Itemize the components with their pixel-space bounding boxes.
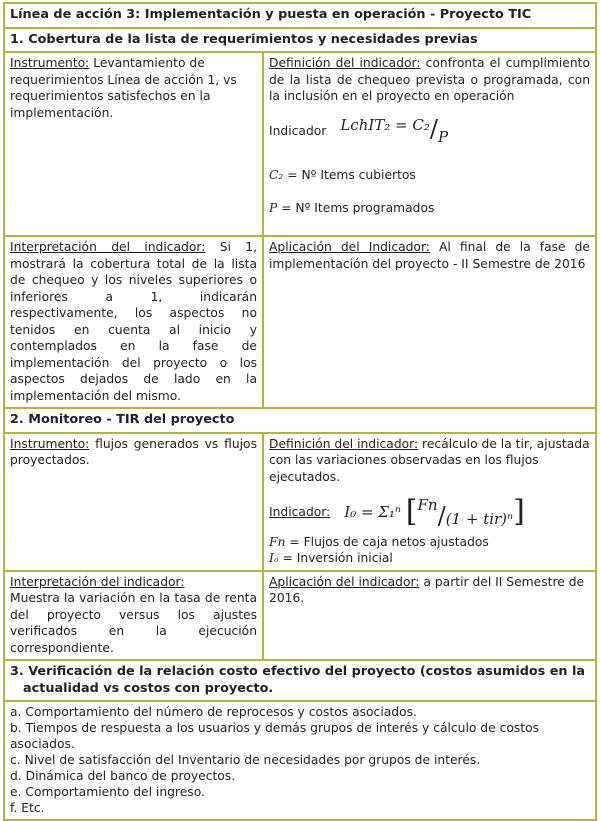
s1-definicion-cell xyxy=(263,52,596,236)
text: Levantamiento de requerimientos Línea de acción 1, vs requerimientos satisfechos en la implementación. xyxy=(10,56,237,120)
s1-instrumento-cell xyxy=(4,52,263,236)
s2-aplicacion-cell xyxy=(263,571,596,661)
s3-list xyxy=(4,701,596,820)
def: = Inversión inicial xyxy=(278,551,393,565)
formula-num: C₂ xyxy=(412,115,430,134)
var: Fn xyxy=(269,534,286,549)
def: = Flujos de caja netos ajustados xyxy=(285,534,489,549)
section-2-heading: 2. Monitoreo - TIR del proyecto xyxy=(4,408,596,433)
s1-formula: Indicador LchIT₂ = C₂ / P xyxy=(269,114,449,146)
list-item: f. Etc. xyxy=(10,801,45,815)
var: P xyxy=(269,200,278,215)
label: Aplicación del indicador: xyxy=(269,574,420,589)
s1-aplicacion-cell xyxy=(263,236,596,408)
table-title: Línea de acción 3: Implementación y puesta en operación - Proyecto TIC xyxy=(4,3,596,28)
indicador-label: Indicador: xyxy=(269,505,331,519)
def: = Nº Items programados xyxy=(277,200,435,215)
s1-interpretacion-cell xyxy=(4,236,263,408)
var: Iₒ xyxy=(269,551,279,565)
list-item: a. Comportamiento del número de reprocesos y costos asociados. xyxy=(10,705,417,719)
section-1-heading: 1. Cobertura de la lista de requerimientos y necesidades previas xyxy=(4,28,596,53)
def: = Nº Items cubiertos xyxy=(283,168,416,182)
s2-interpretacion-cell xyxy=(4,571,263,661)
list-item: c. Nivel de satisfacción del Inventario de necesidades por grupos de interés. xyxy=(10,753,481,767)
text: a partir del II Semestre de 2016. xyxy=(269,574,585,605)
formula-den: P xyxy=(438,127,449,146)
text: Si 1, mostrará la cobertura total de la lista de chequeo y los niveles superiores o inferiores a 1, indicarán respectivamente, los aspectos no tenidos en cuenta al inicio y contemplados en la fase de implementación del proyecto o los aspectos dejados de lado en la implementación del mismo. xyxy=(10,240,257,403)
var: C₂ xyxy=(269,168,284,182)
label: Definición del indicador: xyxy=(269,436,419,451)
list-item: d. Dinámica del banco de proyectos. xyxy=(10,769,236,783)
s2-instrumento-cell xyxy=(4,433,263,571)
text: recálculo de la tir, ajustada con las variaciones observadas en los flujos ejecutados. xyxy=(269,436,590,484)
label: Aplicación del Indicador: xyxy=(269,240,430,254)
label: Interpretación del indicador: xyxy=(10,574,185,589)
s2-definicion-cell xyxy=(263,433,596,571)
indicador-label: Indicador xyxy=(269,123,327,138)
text: flujos generados vs flujos proyectados. xyxy=(10,436,257,467)
formula-lhs: LchIT₂ = xyxy=(340,115,408,134)
text: confronta el cumplimiento de la lista de chequeo prevista o programada, con la inclusión en el proyecto en operación xyxy=(269,56,590,103)
label: Interpretación del indicador: xyxy=(10,240,206,254)
s2-formula: Indicador: I₀ = Σ₁ⁿ [ Fn / (1 + tir)ⁿ ] xyxy=(269,494,525,530)
formula-den: (1 + tir)ⁿ xyxy=(445,510,514,528)
formula-lhs: I₀ = Σ₁ⁿ xyxy=(344,503,402,521)
label: Instrumento: xyxy=(10,56,90,70)
list-item: e. Comportamiento del ingreso. xyxy=(10,785,205,799)
list-item: b. Tiempos de respuesta a los usuarios y demás grupos de interés y cálculo de costos asociados. xyxy=(10,721,540,751)
label: Instrumento: xyxy=(10,436,90,451)
text: Al final de la fase de implementación del proyecto - II Semestre de 2016 xyxy=(269,240,590,271)
label: Definición del indicador: xyxy=(269,56,421,70)
indicator-table xyxy=(3,2,597,821)
text: Muestra la variación en la tasa de renta del proyecto versus los ajustes verificados en la ejecución correspondiente. xyxy=(10,591,257,655)
formula-num: Fn xyxy=(417,496,438,514)
section-3-heading: 3. Verificación de la relación costo efectivo del proyecto (costos asumidos en la actualidad vs costos con proyecto. xyxy=(4,660,596,701)
